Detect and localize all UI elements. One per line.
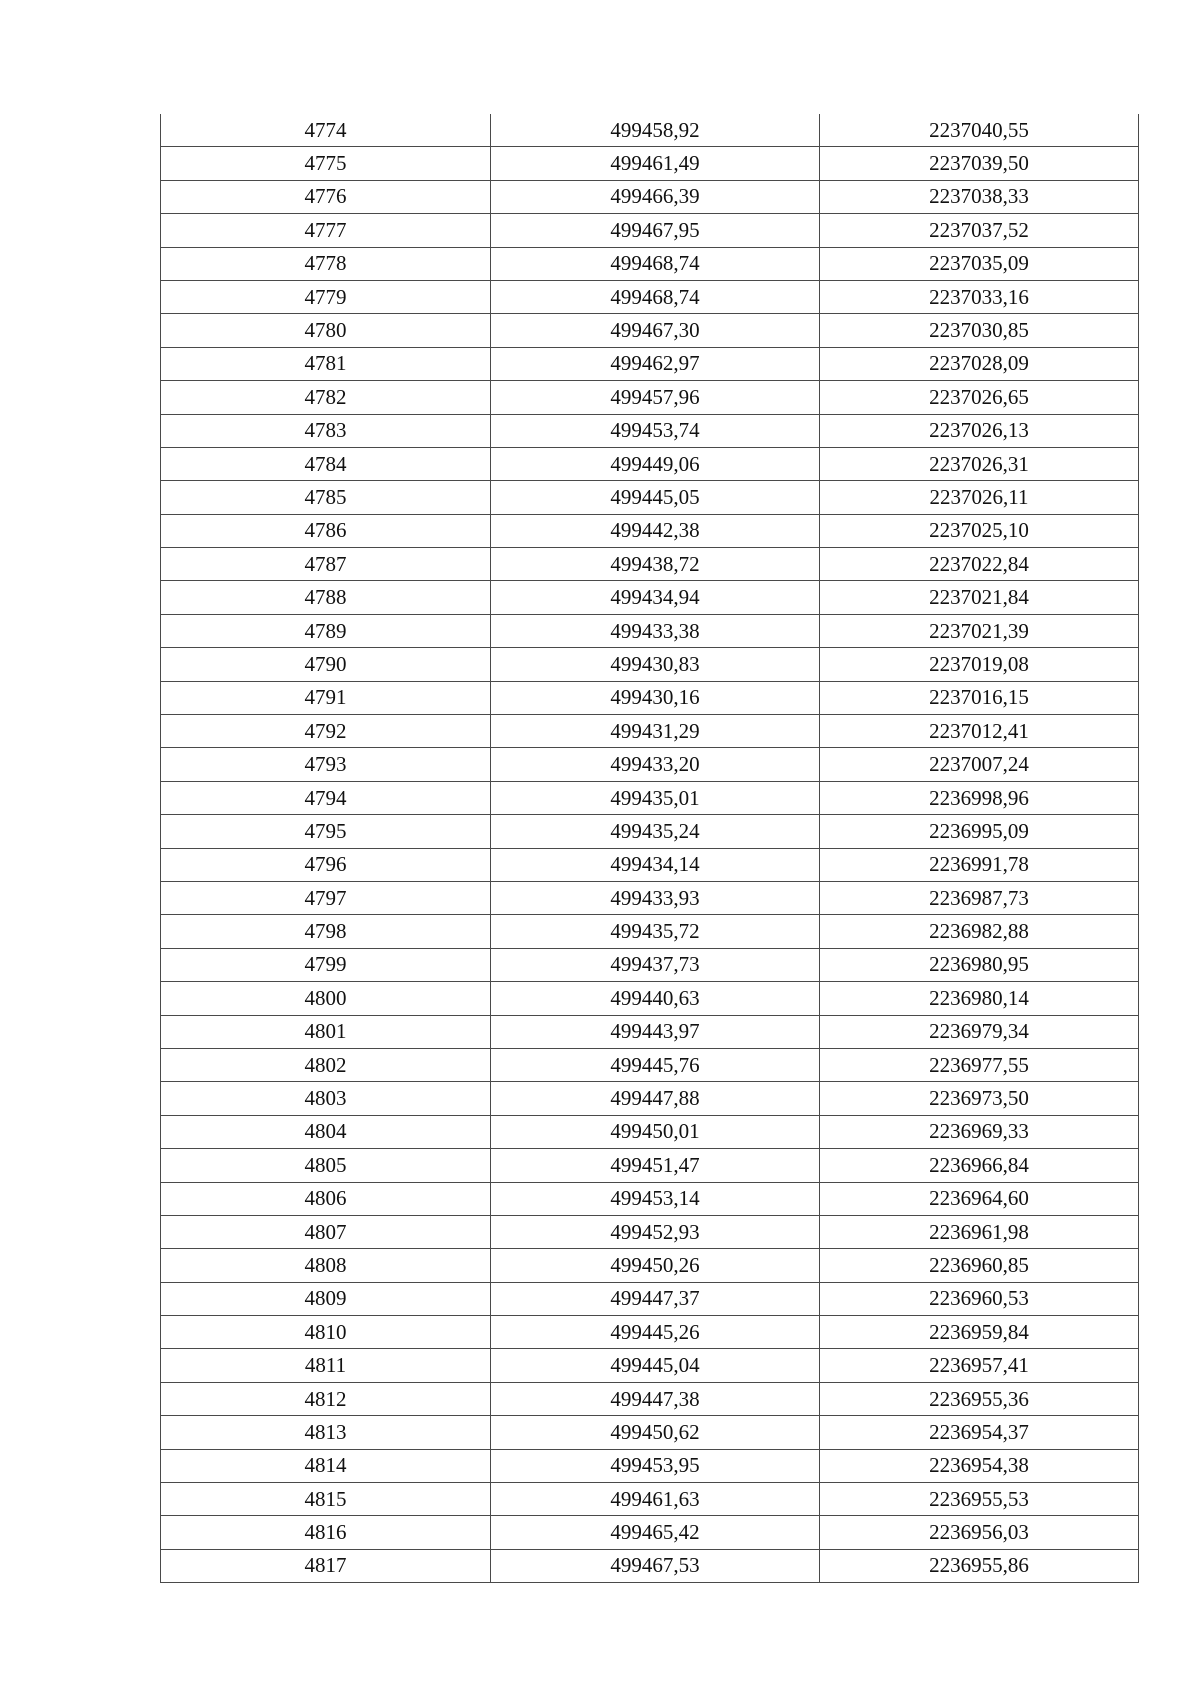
table-row bbox=[161, 815, 1139, 848]
table-row bbox=[161, 748, 1139, 781]
x-coordinate-cell: 499450,01 bbox=[491, 1115, 820, 1148]
point-number-cell: 4811 bbox=[161, 1349, 491, 1382]
x-coordinate-cell: 499465,42 bbox=[491, 1516, 820, 1549]
table-row bbox=[161, 247, 1139, 280]
point-number-cell: 4814 bbox=[161, 1449, 491, 1482]
y-coordinate-cell: 2236980,95 bbox=[820, 948, 1139, 981]
point-number-cell: 4801 bbox=[161, 1015, 491, 1048]
y-coordinate-cell: 2237030,85 bbox=[820, 314, 1139, 347]
x-coordinate-cell: 499461,49 bbox=[491, 147, 820, 180]
y-coordinate-cell: 2236982,88 bbox=[820, 915, 1139, 948]
table-row bbox=[161, 347, 1139, 380]
y-coordinate-cell: 2236960,53 bbox=[820, 1282, 1139, 1315]
x-coordinate-cell: 499433,20 bbox=[491, 748, 820, 781]
point-number-cell: 4784 bbox=[161, 447, 491, 480]
x-coordinate-cell: 499457,96 bbox=[491, 381, 820, 414]
x-coordinate-cell: 499434,14 bbox=[491, 848, 820, 881]
point-number-cell: 4810 bbox=[161, 1316, 491, 1349]
y-coordinate-cell: 2237019,08 bbox=[820, 648, 1139, 681]
point-number-cell: 4782 bbox=[161, 381, 491, 414]
x-coordinate-cell: 499434,94 bbox=[491, 581, 820, 614]
x-coordinate-cell: 499445,26 bbox=[491, 1316, 820, 1349]
x-coordinate-cell: 499435,01 bbox=[491, 781, 820, 814]
x-coordinate-cell: 499453,14 bbox=[491, 1182, 820, 1215]
y-coordinate-cell: 2236979,34 bbox=[820, 1015, 1139, 1048]
table-row bbox=[161, 715, 1139, 748]
y-coordinate-cell: 2236960,85 bbox=[820, 1249, 1139, 1282]
y-coordinate-cell: 2237040,55 bbox=[820, 114, 1139, 147]
y-coordinate-cell: 2237022,84 bbox=[820, 548, 1139, 581]
table-row bbox=[161, 180, 1139, 213]
point-number-cell: 4783 bbox=[161, 414, 491, 447]
x-coordinate-cell: 499467,95 bbox=[491, 214, 820, 247]
x-coordinate-cell: 499438,72 bbox=[491, 548, 820, 581]
point-number-cell: 4797 bbox=[161, 881, 491, 914]
table-row bbox=[161, 147, 1139, 180]
y-coordinate-cell: 2237021,39 bbox=[820, 614, 1139, 647]
table-row bbox=[161, 1416, 1139, 1449]
table-row bbox=[161, 648, 1139, 681]
table-row bbox=[161, 481, 1139, 514]
y-coordinate-cell: 2237012,41 bbox=[820, 715, 1139, 748]
point-number-cell: 4778 bbox=[161, 247, 491, 280]
y-coordinate-cell: 2237026,13 bbox=[820, 414, 1139, 447]
table-row bbox=[161, 1349, 1139, 1382]
point-number-cell: 4803 bbox=[161, 1082, 491, 1115]
y-coordinate-cell: 2236957,41 bbox=[820, 1349, 1139, 1382]
point-number-cell: 4796 bbox=[161, 848, 491, 881]
table-row bbox=[161, 581, 1139, 614]
point-number-cell: 4789 bbox=[161, 614, 491, 647]
point-number-cell: 4809 bbox=[161, 1282, 491, 1315]
point-number-cell: 4802 bbox=[161, 1048, 491, 1081]
x-coordinate-cell: 499445,76 bbox=[491, 1048, 820, 1081]
table-row bbox=[161, 881, 1139, 914]
y-coordinate-cell: 2236955,53 bbox=[820, 1483, 1139, 1516]
table-row bbox=[161, 1015, 1139, 1048]
y-coordinate-cell: 2237038,33 bbox=[820, 180, 1139, 213]
x-coordinate-cell: 499443,97 bbox=[491, 1015, 820, 1048]
y-coordinate-cell: 2237035,09 bbox=[820, 247, 1139, 280]
x-coordinate-cell: 499430,83 bbox=[491, 648, 820, 681]
y-coordinate-cell: 2236995,09 bbox=[820, 815, 1139, 848]
table-row bbox=[161, 314, 1139, 347]
table-row bbox=[161, 1382, 1139, 1415]
y-coordinate-cell: 2236998,96 bbox=[820, 781, 1139, 814]
point-number-cell: 4787 bbox=[161, 548, 491, 581]
x-coordinate-cell: 499468,74 bbox=[491, 247, 820, 280]
x-coordinate-cell: 499440,63 bbox=[491, 982, 820, 1015]
x-coordinate-cell: 499445,05 bbox=[491, 481, 820, 514]
x-coordinate-cell: 499452,93 bbox=[491, 1215, 820, 1248]
point-number-cell: 4798 bbox=[161, 915, 491, 948]
point-number-cell: 4816 bbox=[161, 1516, 491, 1549]
y-coordinate-cell: 2236969,33 bbox=[820, 1115, 1139, 1148]
table-row bbox=[161, 1215, 1139, 1248]
x-coordinate-cell: 499442,38 bbox=[491, 514, 820, 547]
point-number-cell: 4774 bbox=[161, 114, 491, 147]
y-coordinate-cell: 2237028,09 bbox=[820, 347, 1139, 380]
point-number-cell: 4791 bbox=[161, 681, 491, 714]
table-row bbox=[161, 1149, 1139, 1182]
x-coordinate-cell: 499453,95 bbox=[491, 1449, 820, 1482]
table-row bbox=[161, 1282, 1139, 1315]
y-coordinate-cell: 2236980,14 bbox=[820, 982, 1139, 1015]
x-coordinate-cell: 499450,26 bbox=[491, 1249, 820, 1282]
y-coordinate-cell: 2236954,38 bbox=[820, 1449, 1139, 1482]
table-row bbox=[161, 1048, 1139, 1081]
y-coordinate-cell: 2237016,15 bbox=[820, 681, 1139, 714]
x-coordinate-cell: 499435,24 bbox=[491, 815, 820, 848]
table-row bbox=[161, 1449, 1139, 1482]
point-number-cell: 4792 bbox=[161, 715, 491, 748]
table-row bbox=[161, 915, 1139, 948]
x-coordinate-cell: 499449,06 bbox=[491, 447, 820, 480]
y-coordinate-cell: 2236973,50 bbox=[820, 1082, 1139, 1115]
table-row bbox=[161, 414, 1139, 447]
table-row bbox=[161, 781, 1139, 814]
point-number-cell: 4793 bbox=[161, 748, 491, 781]
point-number-cell: 4795 bbox=[161, 815, 491, 848]
x-coordinate-cell: 499447,37 bbox=[491, 1282, 820, 1315]
x-coordinate-cell: 499435,72 bbox=[491, 915, 820, 948]
table-row bbox=[161, 514, 1139, 547]
point-number-cell: 4807 bbox=[161, 1215, 491, 1248]
y-coordinate-cell: 2236956,03 bbox=[820, 1516, 1139, 1549]
x-coordinate-cell: 499437,73 bbox=[491, 948, 820, 981]
y-coordinate-cell: 2237026,31 bbox=[820, 447, 1139, 480]
table-row bbox=[161, 1115, 1139, 1148]
coordinates-table bbox=[160, 114, 1139, 1583]
y-coordinate-cell: 2236955,86 bbox=[820, 1549, 1139, 1582]
coordinates-table-body bbox=[161, 114, 1139, 1583]
table-row bbox=[161, 681, 1139, 714]
point-number-cell: 4815 bbox=[161, 1483, 491, 1516]
x-coordinate-cell: 499431,29 bbox=[491, 715, 820, 748]
x-coordinate-cell: 499450,62 bbox=[491, 1416, 820, 1449]
y-coordinate-cell: 2236954,37 bbox=[820, 1416, 1139, 1449]
y-coordinate-cell: 2236991,78 bbox=[820, 848, 1139, 881]
point-number-cell: 4785 bbox=[161, 481, 491, 514]
point-number-cell: 4777 bbox=[161, 214, 491, 247]
x-coordinate-cell: 499433,93 bbox=[491, 881, 820, 914]
y-coordinate-cell: 2236961,98 bbox=[820, 1215, 1139, 1248]
table-row bbox=[161, 1082, 1139, 1115]
y-coordinate-cell: 2236966,84 bbox=[820, 1149, 1139, 1182]
table-row bbox=[161, 948, 1139, 981]
x-coordinate-cell: 499467,53 bbox=[491, 1549, 820, 1582]
x-coordinate-cell: 499430,16 bbox=[491, 681, 820, 714]
point-number-cell: 4775 bbox=[161, 147, 491, 180]
point-number-cell: 4808 bbox=[161, 1249, 491, 1282]
x-coordinate-cell: 499468,74 bbox=[491, 280, 820, 313]
x-coordinate-cell: 499447,38 bbox=[491, 1382, 820, 1415]
x-coordinate-cell: 499458,92 bbox=[491, 114, 820, 147]
point-number-cell: 4806 bbox=[161, 1182, 491, 1215]
y-coordinate-cell: 2236955,36 bbox=[820, 1382, 1139, 1415]
point-number-cell: 4804 bbox=[161, 1115, 491, 1148]
point-number-cell: 4788 bbox=[161, 581, 491, 614]
x-coordinate-cell: 499445,04 bbox=[491, 1349, 820, 1382]
x-coordinate-cell: 499461,63 bbox=[491, 1483, 820, 1516]
table-row bbox=[161, 614, 1139, 647]
point-number-cell: 4799 bbox=[161, 948, 491, 981]
point-number-cell: 4781 bbox=[161, 347, 491, 380]
table-row bbox=[161, 1182, 1139, 1215]
table-row bbox=[161, 982, 1139, 1015]
table-row bbox=[161, 447, 1139, 480]
table-row bbox=[161, 1516, 1139, 1549]
y-coordinate-cell: 2236987,73 bbox=[820, 881, 1139, 914]
y-coordinate-cell: 2237037,52 bbox=[820, 214, 1139, 247]
point-number-cell: 4786 bbox=[161, 514, 491, 547]
x-coordinate-cell: 499433,38 bbox=[491, 614, 820, 647]
y-coordinate-cell: 2236977,55 bbox=[820, 1048, 1139, 1081]
y-coordinate-cell: 2236964,60 bbox=[820, 1182, 1139, 1215]
point-number-cell: 4812 bbox=[161, 1382, 491, 1415]
point-number-cell: 4817 bbox=[161, 1549, 491, 1582]
point-number-cell: 4794 bbox=[161, 781, 491, 814]
table-row bbox=[161, 1549, 1139, 1582]
table-row bbox=[161, 280, 1139, 313]
x-coordinate-cell: 499451,47 bbox=[491, 1149, 820, 1182]
point-number-cell: 4779 bbox=[161, 280, 491, 313]
y-coordinate-cell: 2237026,65 bbox=[820, 381, 1139, 414]
x-coordinate-cell: 499466,39 bbox=[491, 180, 820, 213]
point-number-cell: 4780 bbox=[161, 314, 491, 347]
table-row bbox=[161, 848, 1139, 881]
point-number-cell: 4776 bbox=[161, 180, 491, 213]
point-number-cell: 4790 bbox=[161, 648, 491, 681]
y-coordinate-cell: 2237033,16 bbox=[820, 280, 1139, 313]
point-number-cell: 4805 bbox=[161, 1149, 491, 1182]
table-row bbox=[161, 214, 1139, 247]
table-row bbox=[161, 1316, 1139, 1349]
point-number-cell: 4800 bbox=[161, 982, 491, 1015]
table-row bbox=[161, 1483, 1139, 1516]
y-coordinate-cell: 2237039,50 bbox=[820, 147, 1139, 180]
y-coordinate-cell: 2237025,10 bbox=[820, 514, 1139, 547]
table-row bbox=[161, 1249, 1139, 1282]
y-coordinate-cell: 2237007,24 bbox=[820, 748, 1139, 781]
y-coordinate-cell: 2237021,84 bbox=[820, 581, 1139, 614]
table-row bbox=[161, 114, 1139, 147]
x-coordinate-cell: 499453,74 bbox=[491, 414, 820, 447]
point-number-cell: 4813 bbox=[161, 1416, 491, 1449]
x-coordinate-cell: 499467,30 bbox=[491, 314, 820, 347]
table-row bbox=[161, 548, 1139, 581]
x-coordinate-cell: 499462,97 bbox=[491, 347, 820, 380]
table-row bbox=[161, 381, 1139, 414]
y-coordinate-cell: 2237026,11 bbox=[820, 481, 1139, 514]
y-coordinate-cell: 2236959,84 bbox=[820, 1316, 1139, 1349]
x-coordinate-cell: 499447,88 bbox=[491, 1082, 820, 1115]
